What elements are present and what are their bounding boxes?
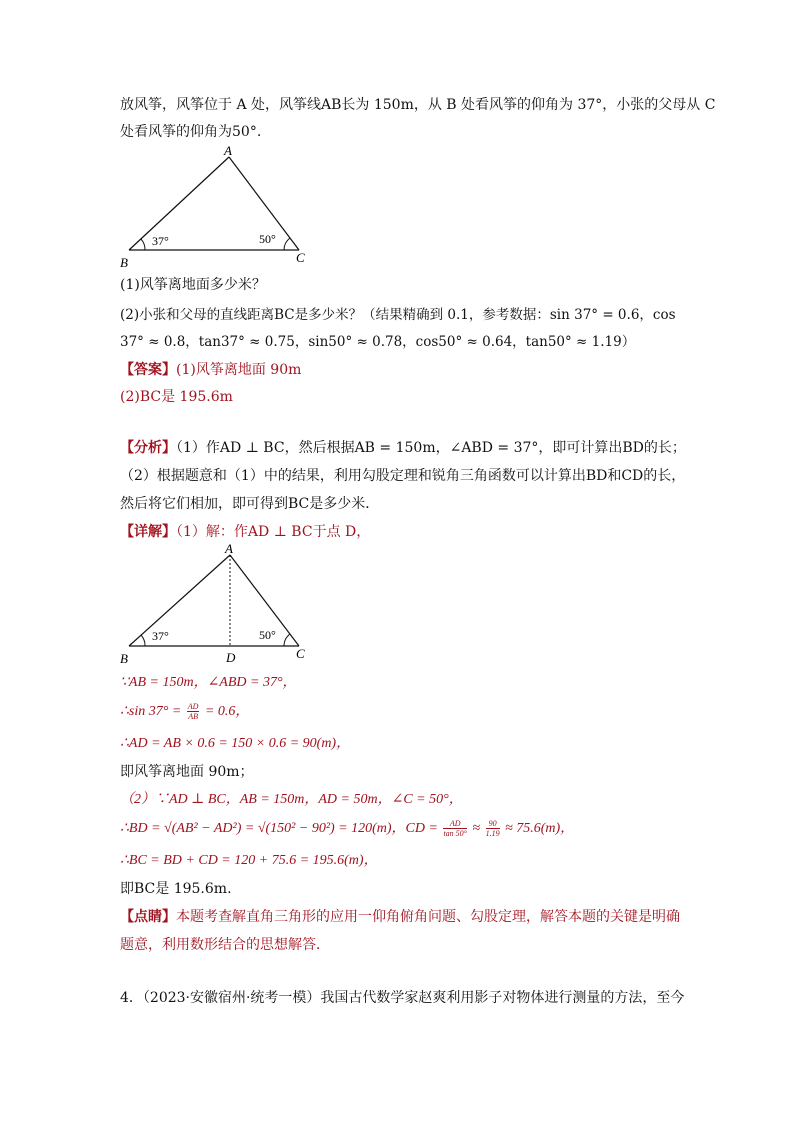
question-2-line-1: (2)小张和父母的直线距离BC是多少米？（结果精确到 0.1，参考数据：sin 37° = 0.6，cos	[120, 307, 676, 323]
fraction-denominator: 1.19	[485, 829, 500, 839]
step-2-prefix: ∴sin 37° =	[120, 704, 182, 719]
detail-step-4: 即风筝离地面 90m；	[120, 764, 254, 780]
step-6-approx: ≈	[472, 821, 481, 836]
angle-c-label: 50°	[259, 628, 276, 642]
triangle-figure-1	[110, 145, 320, 270]
analysis-text-1: （1）作AD ⊥ BC，然后根据AB = 150m，∠ABD = 37°，即可计算出BD的长；	[176, 440, 686, 456]
vertex-c-label: C	[296, 646, 305, 661]
question-2-line-2: 37° ≈ 0.8，tan37° ≈ 0.75，sin50° ≈ 0.78，cos50° ≈ 0.64，tan50° ≈ 1.19）	[120, 334, 636, 350]
fraction-ad-ab	[187, 702, 200, 721]
vertex-a-label: A	[225, 543, 233, 556]
detail-line-1	[120, 522, 370, 542]
vertex-c-label: C	[296, 250, 305, 265]
fraction-numerator: AD	[443, 819, 466, 829]
detail-step-2	[120, 702, 249, 722]
analysis-line-3: 然后将它们相加，即可得到BC是多少米．	[120, 496, 380, 512]
fraction-ad-tan50	[443, 819, 466, 838]
vertex-b-label: B	[120, 255, 128, 270]
detail-step-1: ∵AB = 150m，∠ABD = 37°，	[120, 675, 297, 690]
vertex-d-label: D	[226, 650, 236, 665]
fraction-denominator: tan 50°	[443, 829, 467, 839]
triangle-figure-2	[110, 543, 320, 668]
next-problem-line-1: 4．（2023·安徽宿州·统考一模）我国古代数学家赵爽利用影子对物体进行测量的方法，至今	[120, 990, 685, 1006]
problem-line-1: 放风筝，风筝位于 A 处，风筝线AB长为 150m，从 B 处看风筝的仰角为 37°，小张的父母从 C	[120, 97, 716, 113]
comment-line-2: 题意，利用数形结合的思想解答．	[120, 937, 330, 953]
question-1: (1)风筝离地面多少米？	[120, 277, 266, 293]
detail-step-5: （2）∵AD ⊥ BC，AB = 150m，AD = 50m，∠C = 50°，	[120, 792, 463, 807]
analysis-tag: 【分析】	[120, 440, 176, 456]
fraction-numerator: 90	[486, 819, 500, 829]
vertex-a-label: A	[224, 145, 232, 158]
vertex-b-label: B	[120, 651, 128, 666]
detail-intro: （1）解：作AD ⊥ BC于点 D，	[176, 524, 371, 540]
detail-step-8: 即BC是 195.6m.	[120, 881, 232, 897]
comment-tag: 【点睛】	[120, 909, 176, 925]
angle-c-label: 50°	[259, 232, 276, 246]
answer-tag: 【答案】	[120, 362, 176, 378]
comment-line-1	[120, 907, 680, 927]
angle-b-label: 37°	[152, 629, 169, 643]
analysis-line-1	[120, 438, 686, 458]
fraction-denominator: AB	[188, 712, 199, 722]
fraction-numerator: AD	[187, 702, 199, 712]
problem-line-2: 处看风筝的仰角为50°.	[120, 124, 262, 140]
analysis-line-2: （2）根据题意和（1）中的结果，利用勾股定理和锐角三角函数可以计算出BD和CD的长，	[120, 468, 686, 484]
answer-2: (2)BC是 195.6m	[120, 389, 233, 405]
angle-b-label: 37°	[152, 234, 169, 248]
answer-line-1	[120, 360, 301, 380]
detail-step-3: ∴AD = AB × 0.6 = 150 × 0.6 = 90(m)，	[120, 736, 351, 751]
step-6-prefix: ∴BD = √(AB² − AD²) = √(150² − 90²) = 120(m)，CD =	[120, 821, 438, 836]
step-2-suffix: = 0.6，	[204, 704, 250, 719]
detail-step-7: ∴BC = BD + CD = 120 + 75.6 = 195.6(m)，	[120, 853, 378, 868]
fraction-90-119	[486, 819, 500, 838]
comment-text-1: 本题考查解直角三角形的应用一仰角俯角问题、勾股定理，解答本题的关键是明确	[176, 909, 680, 925]
detail-tag: 【详解】	[120, 524, 176, 540]
step-6-suffix: ≈ 75.6(m)，	[505, 821, 575, 836]
detail-step-6	[120, 819, 574, 839]
answer-1: (1)风筝离地面 90m	[176, 362, 302, 378]
